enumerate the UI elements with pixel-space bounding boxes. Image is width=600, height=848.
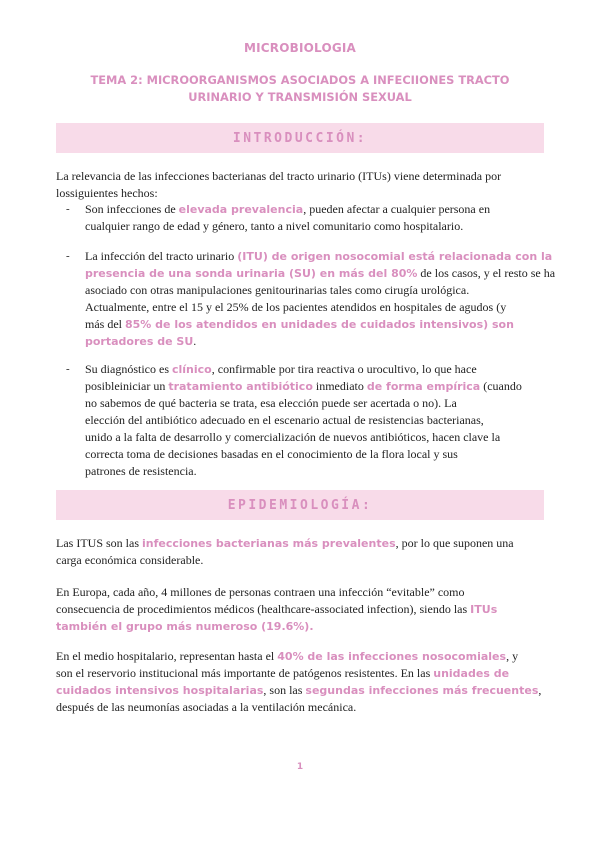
bullet-marker: -: [66, 203, 70, 215]
text-run: son el reservorio institucional más importante de patógenos resistentes. En las: [56, 666, 434, 680]
text-run: más del: [85, 317, 125, 331]
text-line: carga económica considerable.: [56, 553, 204, 567]
highlight-text: portadores de SU: [85, 335, 194, 348]
section-heading: EPIDEMIOLOGÍA:: [227, 497, 373, 513]
text-line: patrones de resistencia.: [85, 464, 197, 478]
text-run: Son infecciones de: [85, 202, 179, 216]
highlight-text: 85% de los atendidos en unidades de cuidados intensivos) son: [125, 318, 514, 331]
text-line: cualquier rango de edad y género, tanto a nivel comunitario como hospitalario.: [85, 219, 464, 233]
epi-paragraph-3: [56, 648, 546, 716]
text-run: , pueden afectar a cualquier persona en: [303, 202, 491, 216]
text-line: elección del antibiótico adecuado en el escenario actual de resistencias bacterianas,: [85, 413, 484, 427]
intro-lead-paragraph: [56, 168, 546, 202]
text-run: , son las: [263, 683, 306, 697]
text-run: posibleiniciar un: [85, 379, 169, 393]
highlight-text: cuidados intensivos hospitalarias: [56, 684, 264, 697]
section-heading: INTRODUCCIÓN:: [232, 130, 368, 146]
highlight-text: segundas infecciones más frecuentes: [305, 684, 539, 697]
text-run: Las ITUS son las: [56, 536, 142, 550]
section-header-epidemiologia: [56, 490, 544, 520]
text-line: unido a la falta de desarrollo y comercialización de nuevos antibióticos, hacen clave la: [85, 430, 501, 444]
text-line: después de las neumonías asociadas a la ventilación mecánica.: [56, 700, 357, 714]
bullet-marker: -: [66, 363, 70, 375]
text-run: de los casos, y el resto se ha: [417, 266, 556, 280]
text-run: ,: [538, 683, 542, 697]
highlight-text: de forma empírica: [366, 380, 481, 393]
text-line: correcta toma de decisiones basadas en el conocimiento de la flora local y sus: [85, 447, 458, 461]
highlight-text: tratamiento antibiótico: [168, 380, 313, 393]
highlight-text: infecciones bacterianas más prevalentes: [142, 537, 396, 550]
text-run: , por lo que suponen una: [395, 536, 514, 550]
text-run: En el medio hospitalario, representan hasta el: [56, 649, 278, 663]
epi-paragraph-1: [56, 535, 546, 569]
text-run: , confirmable por tira reactiva o urocultivo, lo que hace: [211, 362, 477, 376]
epi-paragraph-2: [56, 584, 546, 635]
text-run: inmediato: [312, 379, 367, 393]
text-run: (cuando: [480, 379, 522, 393]
document-title: MICROBIOLOGIA: [243, 41, 357, 55]
text-run: , y: [506, 649, 519, 663]
highlight-text: clínico: [172, 363, 212, 376]
text-line: La relevancia de las infecciones bacterianas del tracto urinario (ITUs) viene determinada por: [56, 169, 502, 183]
document-subtitle: [60, 72, 540, 106]
highlight-text: (ITU) de origen nosocomial está relacionada con la: [237, 250, 553, 263]
text-line: asociado con otras manipulaciones genitourinarias tales como cirugía urológica.: [85, 283, 470, 297]
text-line: no sabemos de qué bacteria se trata, esa elección puede ser acertada o no). La: [85, 396, 457, 410]
highlight-text: ITUs: [470, 603, 498, 616]
text-line: lossiguientes hechos:: [56, 186, 158, 200]
text-run: consecuencia de procedimientos médicos (healthcare-associated infection), siendo las: [56, 602, 471, 616]
highlight-text: presencia de una sonda urinaria (SU) en más del 80%: [85, 267, 418, 280]
bullet-marker: -: [66, 250, 70, 262]
highlight-text: elevada prevalencia: [178, 203, 304, 216]
page-number: 1: [296, 762, 304, 772]
text-line: En Europa, cada año, 4 millones de personas contraen una infección “evitable” como: [56, 585, 465, 599]
subtitle-line: TEMA 2: MICROORGANISMOS ASOCIADOS A INFECIIONES TRACTO: [90, 73, 510, 87]
subtitle-line: URINARIO Y TRANSMISIÓN SEXUAL: [188, 90, 412, 104]
highlight-text: 40% de las infecciones nosocomiales: [277, 650, 507, 663]
text-line: Actualmente, entre el 15 y el 25% de los pacientes atendidos en hospitales de agudos (y: [85, 300, 507, 314]
section-header-introduccion: [56, 123, 544, 153]
text-run: .: [193, 334, 197, 348]
highlight-text: unidades de: [433, 667, 510, 680]
highlight-text: también el grupo más numeroso (19.6%).: [56, 620, 314, 633]
text-run: La infección del tracto urinario: [85, 249, 238, 263]
text-run: Su diagnóstico es: [85, 362, 172, 376]
